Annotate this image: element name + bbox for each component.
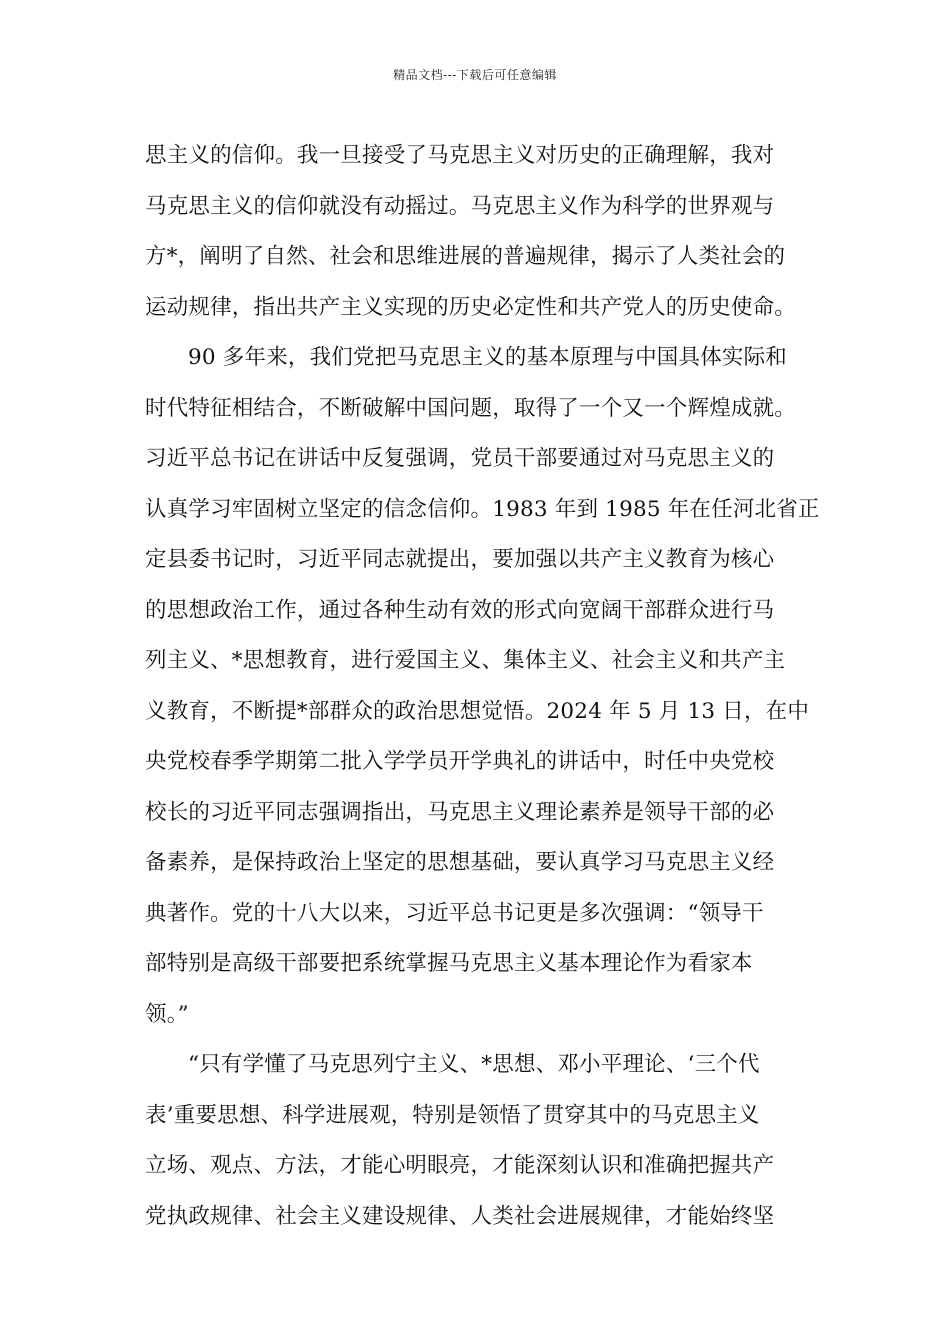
text-line: 领。” <box>145 1001 189 1027</box>
text-line: 的思想政治工作，通过各种生动有效的形式向宽阔干部群众进行马 <box>145 597 775 623</box>
text-line: 备素养，是保持政治上坚定的思想基础，要认真学习马克思主义经 <box>145 850 775 875</box>
document-body <box>145 131 820 1242</box>
text-line: 义教育，不断提*部群众的政治思想觉悟。2024 年 5 月 13 日，在中 <box>145 698 810 724</box>
text-line: 立场、观点、方法，才能心明眼亮，才能深刻认识和准确把握共产 <box>145 1153 775 1178</box>
text-line: 时代特征相结合，不断破解中国问题，取得了一个又一个辉煌成就。 <box>145 395 797 421</box>
text-line: 央党校春季学期第二批入学学员开学典礼的讲话中，时任中央党校 <box>145 749 775 774</box>
text-line: 表’重要思想、科学进展观，特别是领悟了贯穿其中的马克思主义 <box>145 1102 760 1128</box>
text-line: 方*，阐明了自然、社会和思维进展的普遍规律，揭示了人类社会的 <box>145 244 786 269</box>
text-line: 马克思主义的信仰就没有动摇过。马克思主义作为科学的世界观与 <box>145 193 775 219</box>
text-line: 校长的习近平同志强调指出，马克思主义理论素养是领导干部的必 <box>145 799 775 825</box>
text-line: 党执政规律、社会主义建设规律、人类社会进展规律，才能始终坚 <box>145 1203 775 1229</box>
text-line: 运动规律，指出共产主义实现的历史必定性和共产党人的历史使命。 <box>145 294 797 320</box>
text-line: 定县委书记时，习近平同志就提出，要加强以共产主义教育为核心 <box>145 547 775 572</box>
text-line: 认真学习牢固树立坚定的信念信仰。1983 年到 1985 年在任河北省正 <box>145 496 820 522</box>
text-line: 列主义、*思想教育，进行爱国主义、集体主义、社会主义和共产主 <box>145 648 786 673</box>
text-line: 习近平总书记在讲话中反复强调，党员干部要通过对马克思主义的 <box>145 446 775 471</box>
text-line: “只有学懂了马克思列宁主义、*思想、邓小平理论、‘三个代 <box>188 1052 760 1077</box>
text-line: 90 多年来，我们党把马克思主义的基本原理与中国具体实际和 <box>188 345 787 370</box>
text-line: 典著作。党的十八大以来，习近平总书记更是多次强调：“领导干 <box>145 900 764 926</box>
text-line: 部特别是高级干部要把系统掌握马克思主义基本理论作为看家本 <box>145 951 753 976</box>
text-line: 思主义的信仰。我一旦接受了马克思主义对历史的正确理解，我对 <box>145 143 775 168</box>
page-header: 精品文档---下载后可任意编辑 <box>393 68 557 82</box>
